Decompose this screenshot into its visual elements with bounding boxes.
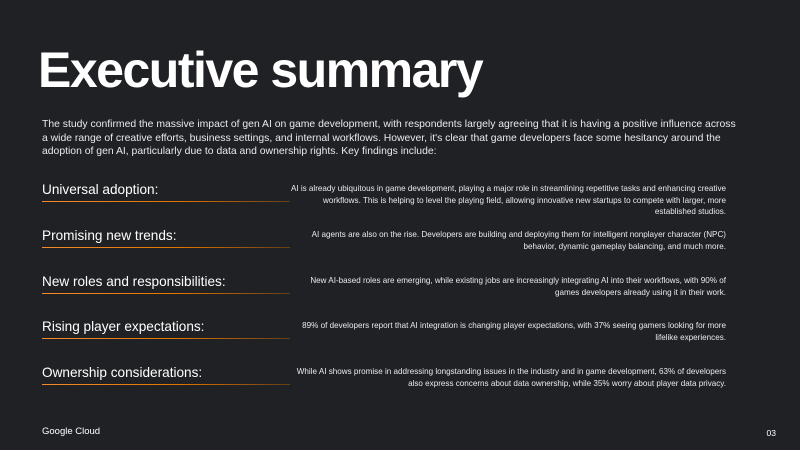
finding-promising-new-trends	[42, 228, 726, 268]
finding-universal-adoption	[42, 182, 726, 222]
finding-description: AI is already ubiquitous in game development, playing a major role in streamlining repetitive tasks and enhancing creative workflows. This is helping to level the playing field, allowing innovative new startups to compete with larger, more established studios.	[290, 184, 726, 217]
finding-new-roles	[42, 274, 726, 314]
finding-divider	[42, 201, 290, 202]
finding-divider	[42, 247, 290, 248]
finding-description: 89% of developers report that AI integration is changing player expectations, with 37% seeing gamers looking for more lifelike experiences.	[302, 321, 726, 342]
finding-divider	[42, 293, 290, 294]
finding-description: While AI shows promise in addressing longstanding issues in the industry and in game development, 63% of developers also express concerns about data ownership, while 35% worry about player data privacy.	[296, 367, 726, 388]
finding-divider	[42, 384, 290, 385]
finding-ownership-considerations	[42, 365, 726, 405]
finding-label: Universal adoption:	[42, 182, 159, 197]
google-cloud-logo: Google Cloud	[42, 426, 101, 437]
finding-description: New AI-based roles are emerging, while existing jobs are increasingly integrating AI into their workflows, with 90% of games developers already using it in their work.	[310, 276, 726, 297]
finding-label: New roles and responsibilities:	[42, 274, 226, 289]
finding-divider	[42, 338, 290, 339]
page-number: 03	[766, 428, 776, 438]
finding-description: AI agents are also on the rise. Developers are building and deploying them for intelligent nonplayer character (NPC) behavior, dynamic gameplay balancing, and much more.	[311, 230, 726, 251]
finding-label: Ownership considerations:	[42, 365, 203, 380]
finding-label: Promising new trends:	[42, 228, 177, 243]
finding-rising-player-expectations	[42, 319, 726, 359]
intro-paragraph: The study confirmed the massive impact of gen AI on game development, with respondents largely agreeing that it is having a positive influence across a wide range of creative efforts, business settings, and internal workflows. However, it's clear that game developers face some hesitancy around the adoption of gen AI, particularly due to data and ownership rights. Key findings include:	[42, 119, 736, 157]
page-title: Executive summary	[38, 42, 483, 98]
finding-label: Rising player expectations:	[42, 319, 205, 334]
